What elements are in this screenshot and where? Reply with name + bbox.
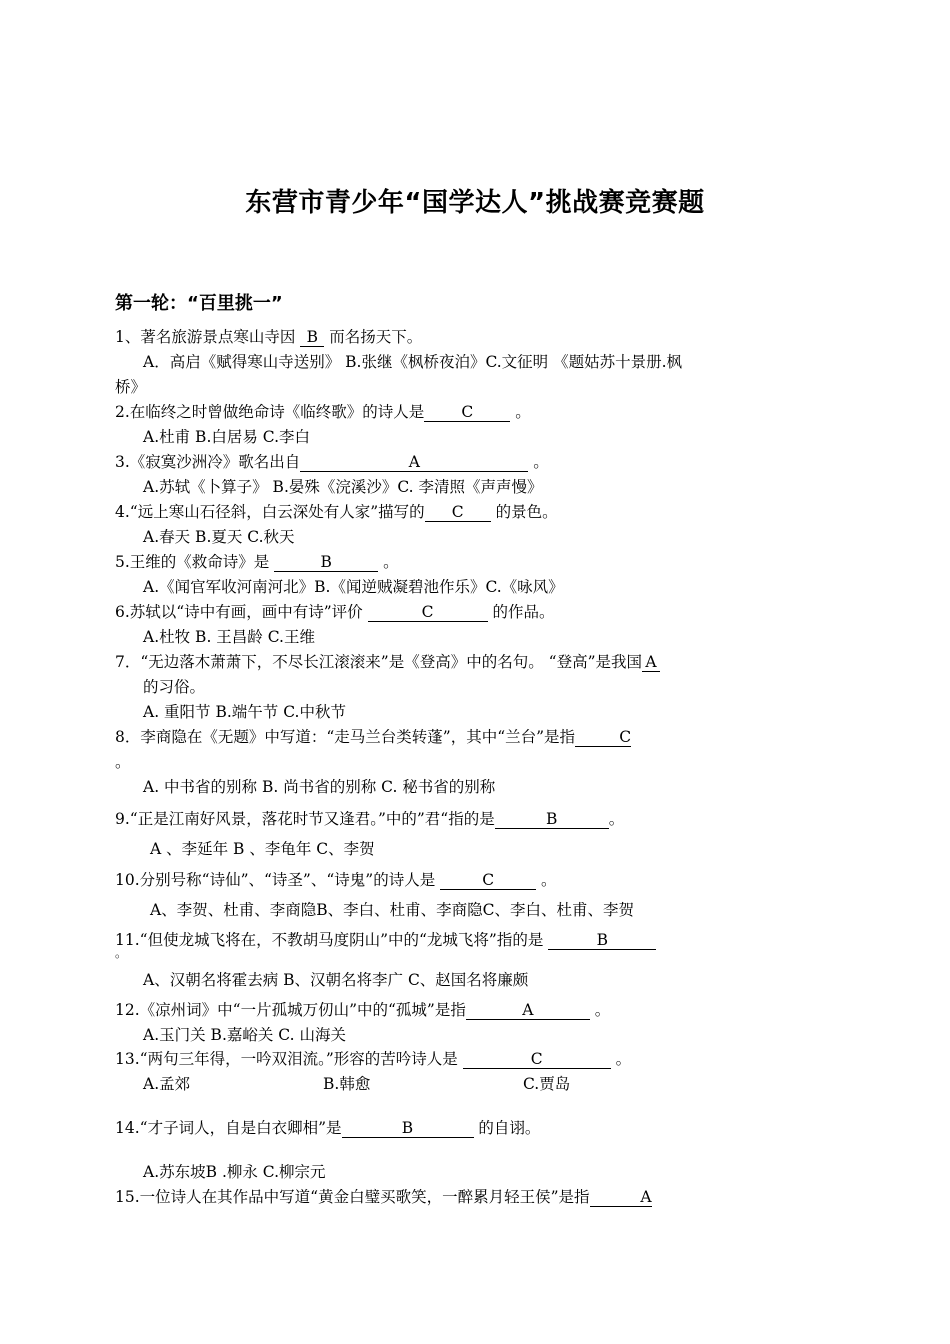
question-1 [115, 327, 422, 347]
question-3 [115, 452, 549, 472]
question-text-end: 的景色。 [490, 503, 558, 521]
question-text: 11.“但使龙城飞将在，不教胡马度阴山”中的“龙城飞将”指的是 [115, 931, 549, 949]
question-8 [115, 727, 631, 747]
options-1: A．高启《赋得寒山寺送别》 B.张继《枫桥夜泊》C.文征明 《题姑苏十景册.枫 [143, 353, 683, 371]
answer-blank: B [342, 1119, 474, 1138]
question-text-end: 。 [589, 1001, 611, 1019]
question-7-continued: 的习俗。 [143, 678, 206, 696]
options-14: A.苏东坡B .柳永 C.柳宗元 [143, 1163, 326, 1181]
question-10 [115, 870, 557, 890]
answer-blank: C [440, 871, 536, 890]
question-text-end: 。 [608, 810, 625, 828]
question-12 [115, 1000, 610, 1020]
options-10: A、李贺、杜甫、李商隐B、李白、杜甫、李商隐C、李白、杜甫、李贺 [150, 901, 634, 919]
answer-blank: C [425, 503, 491, 522]
question-text: 14.“才子词人，自是白衣卿相”是 [115, 1119, 342, 1137]
answer-blank: A [300, 453, 528, 472]
page-title: 东营市青少年“国学达人”挑战赛竞赛题 [245, 188, 705, 218]
options-3: A.苏轼《卜算子》 B.晏殊《浣溪沙》C. 李清照《声声慢》 [143, 478, 543, 496]
options-7: A. 重阳节 B.端午节 C.中秋节 [143, 703, 346, 721]
question-text: 13.“两句三年得，一吟双泪流。”形容的苦吟诗人是 [115, 1050, 463, 1068]
option-13-a: A.孟郊 [143, 1075, 191, 1093]
question-7 [115, 652, 660, 672]
question-text: 9.“正是江南好风景，落花时节又逢君。”中的”君“指的是 [115, 810, 495, 828]
question-11-continued: 。 [115, 946, 128, 960]
question-text: 15.一位诗人在其作品中写道“黄金白璧买歌笑，一醉累月轻王侯”是指 [115, 1188, 590, 1206]
question-11 [115, 930, 656, 950]
question-text-end: 的自诩。 [473, 1119, 541, 1137]
question-5 [115, 552, 399, 572]
question-text-end: 。 [510, 403, 531, 421]
section-heading: 第一轮：“百里挑一” [115, 293, 283, 314]
options-9: A 、李延年 B 、李龟年 C、李贺 [150, 840, 375, 858]
options-8: A. 中书省的别称 B. 尚书省的别称 C. 秘书省的别称 [143, 778, 496, 796]
option-13-c: C.贾岛 [523, 1075, 571, 1093]
question-text: 5.王维的《救命诗》是 [115, 553, 275, 571]
question-text-end: 。 [378, 553, 399, 571]
question-text: 7．“无边落木萧萧下，不尽长江滚滚来”是《登高》中的名句。 “登高”是我国 [115, 653, 642, 671]
question-14 [115, 1118, 540, 1138]
options-12: A.玉门关 B.嘉峪关 C. 山海关 [143, 1026, 346, 1044]
question-text-end: 而名扬天下。 [324, 328, 423, 346]
question-text: 8．李商隐在《无题》中写道：“走马兰台类转蓬”，其中“兰台”是指 [115, 728, 576, 746]
answer-blank: A [466, 1001, 590, 1020]
answer-blank: B [300, 328, 324, 347]
question-8-continued: 。 [115, 753, 131, 771]
answer-blank: A [642, 653, 660, 672]
question-text: 4.“远上寒山石径斜，白云深处有人家”描写的 [115, 503, 425, 521]
option-13-b: B.韩愈 [323, 1075, 371, 1093]
question-text: 2.在临终之时曾做绝命诗《临终歌》的诗人是 [115, 403, 425, 421]
answer-blank: C [575, 728, 631, 747]
question-6 [115, 602, 555, 622]
question-text: 6.苏轼以“诗中有画，画中有诗”评价 [115, 603, 368, 621]
answer-blank: A [590, 1188, 652, 1207]
question-text: 1、著名旅游景点寒山寺因 [115, 328, 301, 346]
answer-blank: C [463, 1050, 611, 1069]
options-5: A.《闻官军收河南河北》B.《闻逆贼凝碧池作乐》C.《咏风》 [143, 578, 564, 596]
question-text-end: 的作品。 [487, 603, 555, 621]
options-11: A、汉朝名将霍去病 B、汉朝名将李广 C、赵国名将廉颇 [143, 971, 529, 989]
question-2 [115, 402, 531, 422]
question-text: 10.分别号称“诗仙”、“诗圣”、“诗鬼”的诗人是 [115, 871, 441, 889]
question-text: 3.《寂寞沙洲冷》歌名出自 [115, 453, 301, 471]
options-6: A.杜牧 B. 王昌龄 C.王维 [143, 628, 315, 646]
question-text: 12.《凉州词》中“一片孤城万仞山”中的“孤城”是指 [115, 1001, 466, 1019]
question-text-end: 。 [536, 871, 557, 889]
options-1-continued: 桥》 [115, 378, 147, 396]
answer-blank: C [424, 403, 510, 422]
question-4 [115, 502, 558, 522]
question-text-end: 。 [528, 453, 549, 471]
options-4: A.春天 B.夏天 C.秋天 [143, 528, 295, 546]
answer-blank: B [274, 553, 378, 572]
answer-blank: B [495, 810, 609, 829]
answer-blank: C [368, 603, 488, 622]
options-2: A.杜甫 B.白居易 C.李白 [143, 428, 311, 446]
answer-blank: B [548, 931, 656, 950]
question-15 [115, 1187, 652, 1207]
question-9 [115, 809, 624, 829]
question-13 [115, 1049, 631, 1069]
question-text-end: 。 [610, 1050, 632, 1068]
